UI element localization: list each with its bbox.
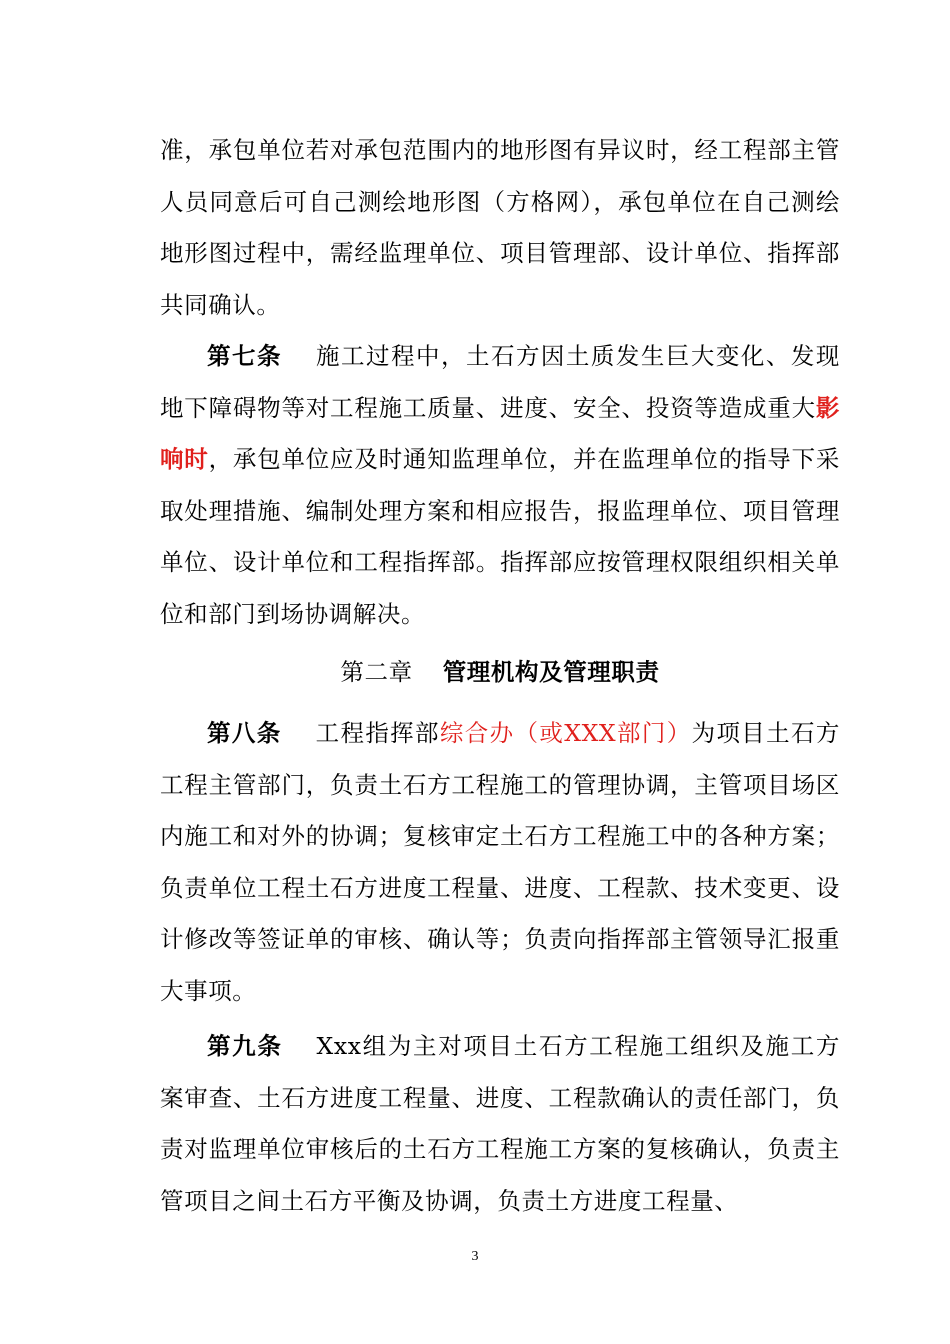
- article-text: 为项目土石方工程主管部门，负责土石方工程施工的管理协调，主管项目场区内施工和对外的协调；复核审定土石方工程施工中的各种方案；负责单位工程土石方进度工程量、进度、工程款、技术变更、设计修改等签证单的审核、确认等；负责向指挥部主管领导汇报重大事项。: [160, 719, 840, 1005]
- article-8: [160, 708, 840, 1017]
- article-7: [160, 331, 840, 640]
- highlighted-text: 影响时: [160, 393, 840, 473]
- page-number: 3: [471, 1249, 479, 1264]
- article-text: 施工过程中，土石方因土质发生巨大变化、发现地下障碍物等对工程施工质量、进度、安全、投资等造成重大: [160, 342, 840, 422]
- paragraph-continuation: [160, 125, 840, 331]
- article-text: 工程指挥部: [315, 719, 440, 747]
- article-text: ，承包单位应及时通知监理单位，并在监理单位的指导下采取处理措施、编制处理方案和相应报告，报监理单位、项目管理单位、设计单位和工程指挥部。指挥部应按管理权限组织相关单位和部门到场协调解决。: [160, 445, 840, 628]
- article-9: [160, 1021, 840, 1227]
- chapter-title: 管理机构及管理职责: [442, 658, 660, 686]
- paragraph-text: 准，承包单位若对承包范围内的地形图有异议时，经工程部主管人员同意后可自己测绘地形图（方格网），承包单位在自己测绘地形图过程中，需经监理单位、项目管理部、设计单位、指挥部共同确认。: [160, 136, 840, 319]
- chapter-number: 第二章: [340, 658, 413, 686]
- article-label: 第九条: [207, 1032, 283, 1060]
- document-body: [160, 125, 840, 1227]
- article-label: 第七条: [207, 342, 282, 370]
- highlighted-text: 综合办（或XXX部门）: [439, 719, 692, 747]
- chapter-heading: [160, 652, 840, 692]
- article-label: 第八条: [207, 719, 282, 747]
- article-text: Xxx组为主对项目土石方工程施工组织及施工方案审查、土石方进度工程量、进度、工程款确认的责任部门，负责对监理单位审核后的土石方工程施工方案的复核确认，负责主管项目之间土石方平衡及协调，负责土方进度工程量、: [160, 1032, 840, 1215]
